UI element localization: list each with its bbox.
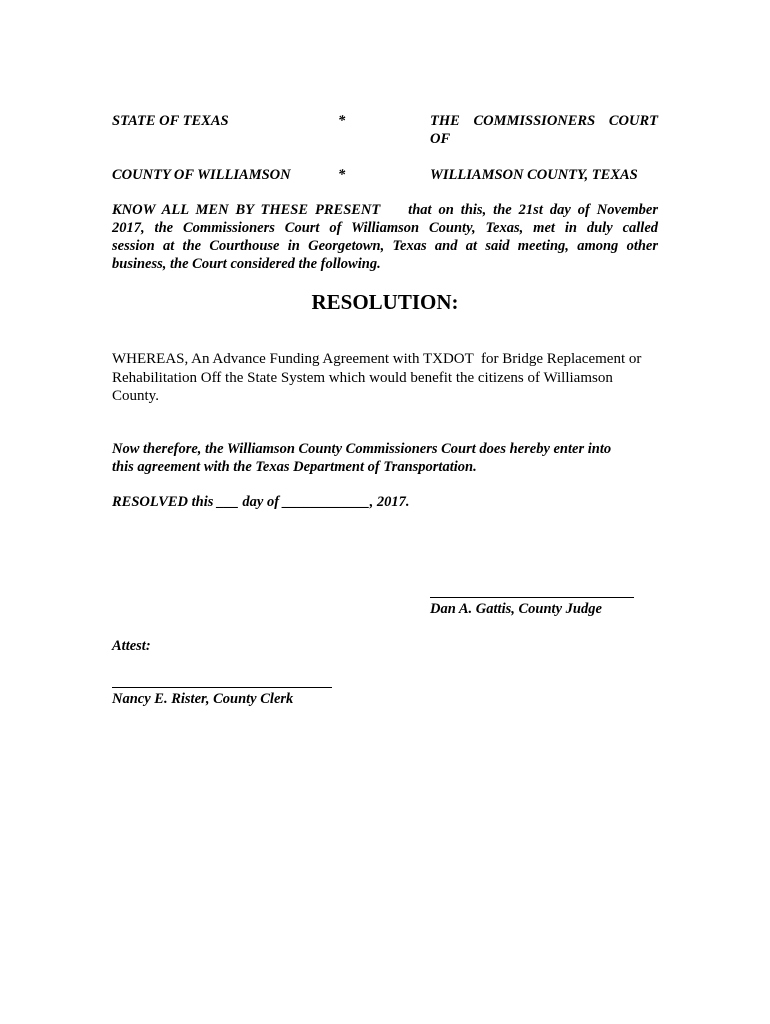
- notice-line: 2017, the Commissioners Court of Williamson County, Texas, met in duly called: [112, 220, 658, 236]
- resolution-title: RESOLUTION:: [311, 290, 459, 314]
- court-name-line-1: THE COMMISSIONERS COURT: [430, 113, 658, 129]
- resolved-line: RESOLVED this ___ day of ____________, 2017.: [112, 494, 410, 510]
- notice-line: business, the Court considered the following.: [112, 256, 381, 272]
- attest-label: Attest:: [112, 638, 151, 654]
- judge-signature-line: [430, 597, 634, 598]
- judge-name: Dan A. Gattis, County Judge: [430, 601, 602, 617]
- now-therefore-line: Now therefore, the Williamson County Commissioners Court does hereby enter into: [112, 441, 612, 457]
- clerk-signature-line: [112, 687, 332, 688]
- caption-separator-1: *: [338, 113, 346, 129]
- whereas-line: WHEREAS, An Advance Funding Agreement with TXDOT for Bridge Replacement or: [112, 351, 642, 367]
- court-name: [430, 112, 658, 148]
- whereas-line: Rehabilitation Off the State System which would benefit the citizens of Williamson: [112, 369, 613, 386]
- whereas-paragraph: [112, 350, 652, 406]
- state-label: STATE OF TEXAS: [112, 113, 229, 129]
- now-therefore-paragraph: [112, 440, 652, 476]
- whereas-line: County.: [112, 388, 159, 404]
- caption-separator-2: *: [338, 167, 346, 183]
- court-county: WILLIAMSON COUNTY, TEXAS: [430, 167, 638, 183]
- county-label: COUNTY OF WILLIAMSON: [112, 167, 291, 183]
- clerk-name: Nancy E. Rister, County Clerk: [112, 691, 294, 707]
- notice-paragraph: [112, 201, 658, 273]
- notice-line: KNOW ALL MEN BY THESE PRESENT that on this, the 21st day of November: [112, 202, 658, 218]
- now-therefore-line: this agreement with the Texas Department of Transportation.: [112, 459, 477, 475]
- court-name-line-2: OF: [430, 131, 451, 147]
- notice-line: session at the Courthouse in Georgetown, Texas and at said meeting, among other: [112, 238, 658, 254]
